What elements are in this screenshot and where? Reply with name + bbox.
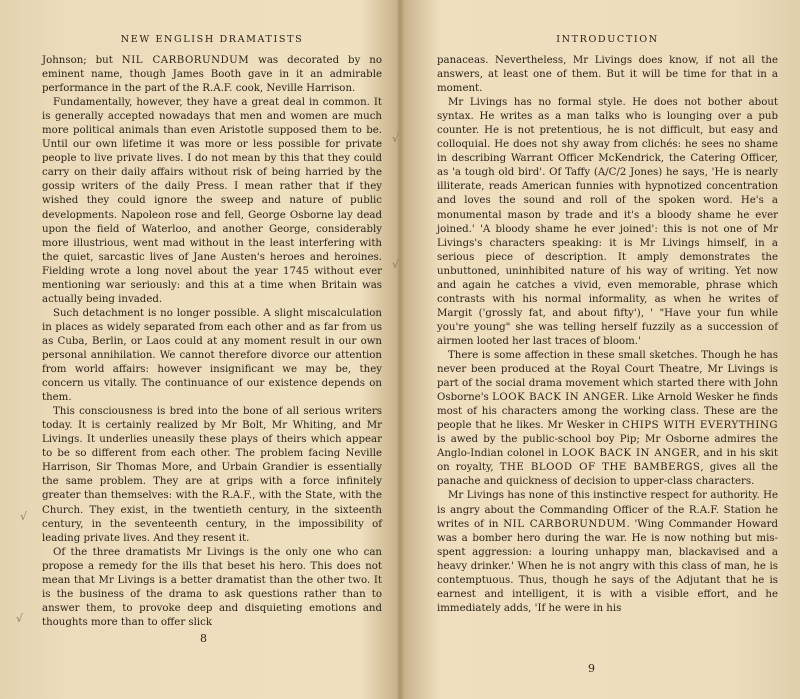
- text-run: . Like Arnold Wesker he finds most of his characters among the working class. These are the people that he likes. Mr Wesker in: [437, 392, 778, 432]
- pencil-tick-mark: √: [392, 258, 400, 271]
- left-paragraph-2: Fundamentally, however, they have a great deal in common. It is generally accepted nowadays that men and women are much more political animals than even Aristotle supposed them to be. Until our own lifetime it was more or less possible for private people to live private lives. I do not mean by this that they could carry on their daily affairs without risk of being harried by the gossip writers of the daily Press. I mean rather that if they wished they could ignore the sweep and nature of public developments. Napoleon rose and fell, George Osborne lay dead upon the field of Waterloo, and another George, considerably more illustrious, went mad without in the least interfering with the quiet, sarcastic lives of Jane Austen's heroes and heroines. Fielding wrote a long novel about the year 1745 without ever mentioning war seriously: and this at a time when Britain was actually being invaded.: [42, 97, 382, 305]
- right-paragraph-3: [437, 349, 778, 489]
- play-title: NIL CARBORUNDUM: [503, 518, 627, 530]
- right-paragraph-2: Mr Livings has no formal style. He does not bother about syntax. He writes as a man talks who is lounging over a pub counter. He is not pretentious, he is not difficult, but easy and colloquial. He does not shy away from clichés: he sees no shame in describing Warrant Officer McKendrick, the Catering Officer, as 'a tough old bird'. Of Taffy (A/C/2 Jones) he says, 'He is nearly illiterate, reads American funnies with hypnotized concentration and loves the sound and roll of the spoken word. He's a monumental mason by trade and it's a bloody shame he ever joined.' 'A bloody shame he ever joined': this is not one of Mr Livings's characters speaking: it is Mr Livings himself, in a serious piece of description. It amply demonstrates the unbuttoned, uninhibited nature of his way of writing. Yet now and again he catches a vivid, even memorable, phrase which contrasts with his normal informality, as when he writes of Margit ('grossly fat, and about fifty'), ' "Have your fun while you're young" she was telling herself fuzzily as a succession of airmen looted her last traces of bloom.': [437, 97, 778, 347]
- pencil-tick-mark: √: [16, 612, 24, 625]
- text-run: Mr Livings has none of this instinctive respect for authority. He is angry about the Commanding Officer of the R.A.F. Station he writes of in: [437, 490, 778, 530]
- text-run: was decorated by no eminent name, though James Booth gave in it an admirable performance in the part of the R.A.F. cook, Neville Harrison.: [42, 55, 382, 95]
- left-paragraph-5: Of the three dramatists Mr Livings is the only one who can propose a remedy for the ills that beset his hero. This does not mean that Mr Livings is a better dramatist than the other two. It is the business of the drama to ask questions rather than to answer them, to provoke deep and disquieting emotions and thoughts more than to offer slick: [42, 546, 382, 628]
- page-number-left: 8: [200, 632, 207, 645]
- play-title: NIL CARBORUNDUM: [121, 55, 250, 66]
- text-run: , and in his skit on royalty,: [437, 448, 779, 474]
- play-title: LOOK BACK IN ANGER: [561, 448, 697, 460]
- text-run: There is some affection in these small sketches. Though he has never been produced at the Royal Court Theatre, Mr Livings is part of the social drama movement which started there with John Osborne's: [437, 349, 778, 404]
- page-number-right: 9: [588, 662, 595, 675]
- right-paragraph-1: panaceas. Nevertheless, Mr Livings does know, if not all the answers, at least one of them. But it will be time for that in a moment.: [437, 55, 778, 95]
- left-paragraph-1: [42, 54, 382, 96]
- play-title: LOOK BACK IN ANGER: [492, 392, 626, 404]
- pencil-tick-mark: √: [392, 132, 400, 145]
- left-paragraph-3: Such detachment is no longer possible. A slight miscalculation in places as widely separated from each other and as far from us as Cuba, Berlin, or Laos could at any moment result in our own personal annihilation. We cannot therefore divorce our attention from world affairs: however insignificant we may be, they concern us vitally. The continuance of our existence depends on them.: [42, 307, 382, 404]
- pencil-tick-mark: √: [20, 510, 28, 523]
- play-title: THE BLOOD OF THE BAMBERGS: [499, 462, 701, 474]
- text-run: , gives all the panache and quickness of decision to upper-class characters.: [437, 462, 778, 488]
- text-run: . 'Wing Commander Howard was a bomber hero during the war. He is now nothing but mis-spent aggression: a louring unhappy man, blackavised and a heavy drinker.' When he is not angry with this class of man, he is contemptuous. Thus, though he says of the Adjutant that he is earnest and intelligent, it is with a visible effort, and he immediately adds, 'If he were in his: [437, 518, 778, 614]
- text-run: is awed by the public-school boy Pip; Mr Osborne admires the Anglo-Indian colonel in: [437, 434, 778, 460]
- text-run: Johnson; but: [42, 55, 122, 66]
- play-title: CHIPS WITH EVERYTHING: [622, 420, 778, 432]
- running-head-right: INTRODUCTION: [556, 34, 659, 45]
- right-page: [392, 0, 800, 699]
- running-head-left: NEW ENGLISH DRAMATISTS: [120, 34, 304, 45]
- right-paragraph-4: [437, 489, 778, 615]
- left-paragraph-4: This consciousness is bred into the bone of all serious writers today. It is certainly realized by Mr Bolt, Mr Whiting, and Mr Livings. It underlies uneasily these plays of theirs which appear to be so different from each other. The problem facing Neville Harrison, Sir Thomas More, and Urbain Grandier is essentially the same problem. They are at grips with a force infinitely greater than themselves: with the R.A.F., with the State, with the Church. They exist, in the twentieth century, in the sixteenth century, in the seventeenth century, in the impossibility of leading private lives. And they resent it.: [42, 406, 382, 544]
